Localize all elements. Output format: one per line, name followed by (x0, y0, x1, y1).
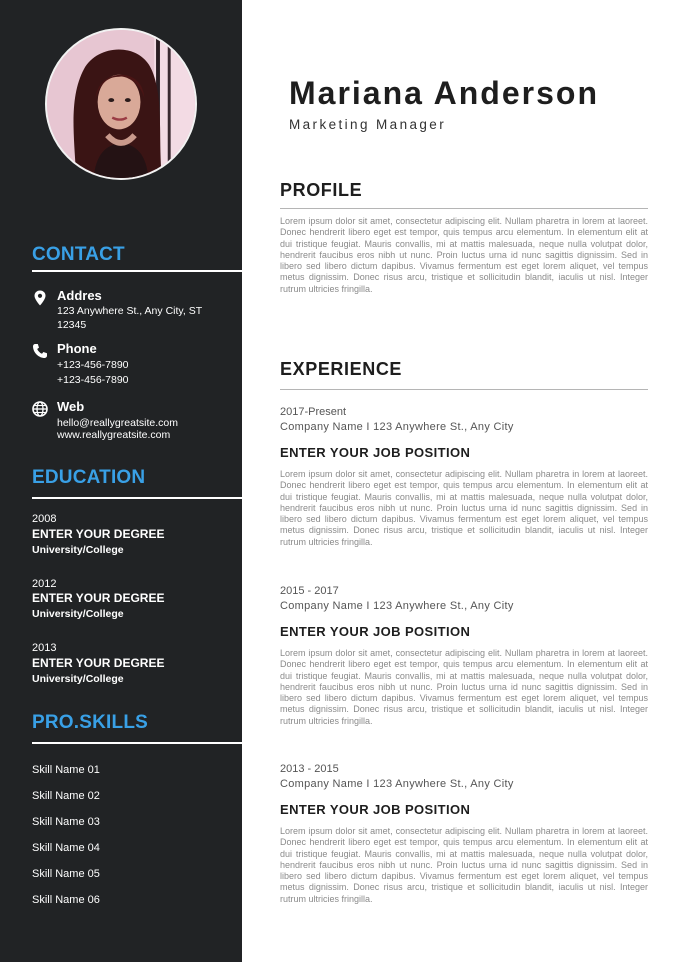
contact-web (32, 399, 232, 445)
skills-divider (32, 742, 242, 744)
phone-line-2: +123-456-7890 (57, 374, 129, 386)
education-year: 2012 (32, 578, 57, 590)
address-line-1: 123 Anywhere St., Any City, ST (57, 305, 203, 317)
person-title: Marketing Manager (289, 117, 447, 132)
education-school: University/College (32, 544, 124, 556)
skill-item: Skill Name 02 (32, 790, 100, 802)
experience-company: Company Name I 123 Anywhere St., Any City (280, 778, 514, 790)
location-pin-icon (32, 290, 48, 306)
experience-company: Company Name I 123 Anywhere St., Any City (280, 421, 514, 433)
education-school: University/College (32, 608, 124, 620)
experience-dates: 2017-Present (280, 406, 347, 418)
phone-line-1: +123-456-7890 (57, 359, 129, 371)
contact-heading: CONTACT (32, 244, 125, 265)
skill-item: Skill Name 04 (32, 842, 100, 854)
profile-text: Lorem ipsum dolor sit amet, consectetur adipiscing elit. Nullam pharetra in lorem at laoreet. Donec hendrerit libero eget est tempor, quis tempus arcu elementum. In elementum elit at dui tristique feugiat. Mauris convallis, mi at mattis malesuada, neque nulla volutpat dolor, hendrerit faucibus eros nibh ut nunc. Proin luctus urna id nunc sagittis dignissim. Sed in libero sed libero dictum dapibus. Vivamus fermentum est eget lorem aliquet, vel tempus metus dignissim. Donec risus arcu, tristique et sollicitudin blandit, iaculis ut nisl. Integer rutrum ultricies fringilla. (280, 216, 648, 294)
globe-icon (32, 401, 48, 417)
skill-item: Skill Name 01 (32, 764, 100, 776)
experience-description: Lorem ipsum dolor sit amet, consectetur adipiscing elit. Nullam pharetra in lorem at laoreet. Donec hendrerit libero eget est tempor, quis tempus arcu elementum. In elementum elit at dui tristique feugiat. Mauris convallis, mi at mattis malesuada, neque nulla volutpat dolor, hendrerit faucibus eros nibh ut nunc. Proin luctus urna id nunc sagittis dignissim. Sed in libero sed libero dictum dapibus. Vivamus fermentum est eget lorem aliquet, vel tempus metus dignissim. Donec risus arcu, tristique et sollicitudin blandit, iaculis ut nisl. Integer rutrum ultricies fringilla. (280, 469, 648, 547)
experience-description: Lorem ipsum dolor sit amet, consectetur adipiscing elit. Nullam pharetra in lorem at laoreet. Donec hendrerit libero eget est tempor, quis tempus arcu elementum. In elementum elit at dui tristique feugiat. Mauris convallis, mi at mattis malesuada, neque nulla volutpat dolor, hendrerit faucibus eros nibh ut nunc. Proin luctus urna id nunc sagittis dignissim. Sed in libero sed libero dictum dapibus. Vivamus fermentum est eget lorem aliquet, vel tempus metus dignissim. Donec risus arcu, tristique et sollicitudin blandit, iaculis ut nisl. Integer rutrum ultricies fringilla. (280, 826, 648, 904)
experience-company: Company Name I 123 Anywhere St., Any City (280, 600, 514, 612)
experience-position: ENTER YOUR JOB POSITION (280, 624, 471, 639)
address-label: Addres (57, 288, 102, 303)
education-year: 2008 (32, 513, 57, 525)
sidebar (0, 0, 242, 962)
skill-item: Skill Name 06 (32, 894, 100, 906)
experience-divider (280, 389, 648, 390)
skills-heading: PRO.SKILLS (32, 712, 149, 733)
contact-divider (32, 270, 242, 272)
web-url[interactable]: www.reallygreatsite.com (57, 429, 171, 441)
address-line-2: 12345 (57, 319, 87, 331)
experience-dates: 2013 - 2015 (280, 763, 339, 775)
education-heading: EDUCATION (32, 467, 146, 488)
experience-position: ENTER YOUR JOB POSITION (280, 802, 471, 817)
phone-icon (32, 343, 48, 359)
experience-dates: 2015 - 2017 (280, 585, 339, 597)
web-email[interactable]: hello@reallygreatsite.com (57, 417, 178, 429)
profile-divider (280, 208, 648, 209)
person-name: Mariana Anderson (289, 75, 599, 111)
education-divider (32, 497, 242, 499)
education-degree: ENTER YOUR DEGREE (32, 527, 165, 541)
education-degree: ENTER YOUR DEGREE (32, 591, 165, 605)
contact-address (32, 288, 232, 334)
skill-item: Skill Name 05 (32, 868, 100, 880)
experience-position: ENTER YOUR JOB POSITION (280, 445, 471, 460)
education-school: University/College (32, 673, 124, 685)
web-label: Web (57, 399, 85, 414)
education-year: 2013 (32, 642, 57, 654)
phone-label: Phone (57, 341, 97, 356)
profile-heading: PROFILE (280, 180, 363, 200)
profile-photo (45, 28, 197, 180)
experience-description: Lorem ipsum dolor sit amet, consectetur adipiscing elit. Nullam pharetra in lorem at laoreet. Donec hendrerit libero eget est tempor, quis tempus arcu elementum. In elementum elit at dui tristique feugiat. Mauris convallis, mi at mattis malesuada, neque nulla volutpat dolor, hendrerit faucibus eros nibh ut nunc. Proin luctus urna id nunc sagittis dignissim. Sed in libero sed libero dictum dapibus. Vivamus fermentum est eget lorem aliquet, vel tempus metus dignissim. Donec risus arcu, tristique et sollicitudin blandit, iaculis ut nisl. Integer rutrum ultricies fringilla. (280, 648, 648, 726)
portrait-image (47, 30, 195, 178)
skill-item: Skill Name 03 (32, 816, 100, 828)
contact-phone (32, 341, 232, 387)
experience-heading: EXPERIENCE (280, 359, 403, 379)
education-degree: ENTER YOUR DEGREE (32, 656, 165, 670)
